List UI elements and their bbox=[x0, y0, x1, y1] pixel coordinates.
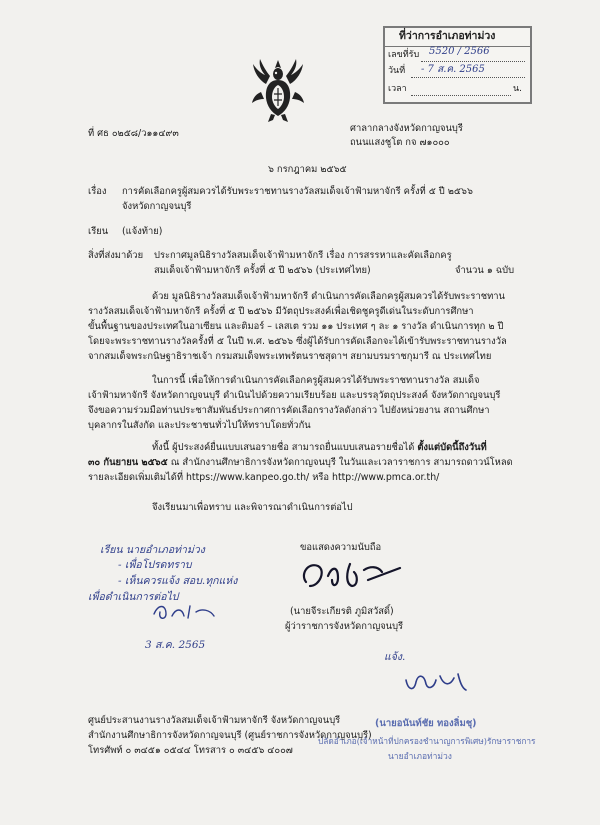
office-address: ถนนแสงชูโต กจ ๗๑๐๐๐ bbox=[350, 137, 450, 148]
document-date: ๖ กรกฎาคม ๒๕๖๕ bbox=[268, 164, 347, 175]
stamp-time-suffix: น. bbox=[513, 84, 523, 94]
handwritten-note-line: เพื่อดำเนินการต่อไป bbox=[88, 591, 179, 603]
district-stamp-name: (นายอนันท์ชัย ทองลิ่มชุ) bbox=[375, 718, 477, 729]
subject-line-1: การคัดเลือกครูผู้สมควรได้รับพระราชทานรางวัลสมเด็จเจ้าฟ้ามหาจักรี ครั้งที่ ๕ ปี ๒๕๖๖ bbox=[122, 186, 473, 197]
handwritten-note-line: เรียน นายอำเภอท่าม่วง bbox=[100, 544, 205, 556]
closing-line: จึงเรียนมาเพื่อทราบ และพิจารณาดำเนินการต่อไป bbox=[152, 502, 353, 513]
paragraph-3-line-3: รายละเอียดเพิ่มเติมได้ที่ https://www.kanpeo.go.th/ หรือ http://www.pmca.or.th/ bbox=[88, 472, 440, 483]
footer-line: สำนักงานศึกษาธิการจังหวัดกาญจนบุรี (ศูนย์ราชการจังหวัดกาญจนบุรี) bbox=[88, 730, 372, 741]
stamp-time-label: เวลา bbox=[388, 84, 407, 94]
footer-line: โทรศัพท์ ๐ ๓๔๕๑ ๐๕๔๔ โทรสาร ๐ ๓๔๕๖ ๔๐๐๗ bbox=[88, 745, 293, 756]
paragraph-2-line: จึงขอความร่วมมือท่านประชาสัมพันธ์ประกาศการคัดเลือกรางวัลดังกล่าว ไปยังหน่วยงาน สถานศึกษา bbox=[88, 405, 490, 416]
to-value: (แจ้งท้าย) bbox=[122, 226, 163, 237]
office-name: ศาลากลางจังหวัดกาญจนบุรี bbox=[350, 123, 463, 134]
paragraph-3-deadline-date: ๓๐ กันยายน ๒๕๖๕ bbox=[88, 457, 168, 468]
district-chief-signature bbox=[400, 668, 470, 696]
district-stamp-line: ปลัดอำเภอ(เจ้าหน้าที่ปกครองชำนาญการพิเศษ)รักษาราชการ bbox=[318, 736, 536, 746]
handwritten-note-line: - เห็นควรแจ้ง สอบ.ทุกแห่ง bbox=[118, 575, 238, 587]
respect-line: ขอแสดงความนับถือ bbox=[300, 542, 382, 553]
governor-name: (นายจีระเกียรติ ภูมิสวัสดิ์) bbox=[290, 606, 394, 617]
governor-position: ผู้ว่าราชการจังหวัดกาญจนบุรี bbox=[285, 621, 404, 632]
attachment-label: สิ่งที่ส่งมาด้วย bbox=[88, 250, 144, 261]
attachment-line-1: ประกาศมูลนิธิรางวัลสมเด็จเจ้าฟ้ามหาจักรี เรื่อง การสรรหาและคัดเลือกครู bbox=[154, 250, 452, 261]
stamp-date-value: - 7 ส.ค. 2565 bbox=[421, 64, 485, 75]
stamp-date-label: วันที่ bbox=[388, 66, 406, 76]
stamp-received-label: เลขที่รับ bbox=[388, 50, 420, 60]
paragraph-2-line: บุคลากรในสังกัด และประชาชนทั่วไปให้ทราบโดยทั่วกัน bbox=[88, 420, 311, 431]
reference-number: ที่ ศธ ๐๒๕๘/ว๑๑๔๙๓ bbox=[88, 128, 179, 139]
subject-line-2: จังหวัดกาญจนบุรี bbox=[122, 201, 192, 212]
district-stamp-line: นายอำเภอท่าม่วง bbox=[388, 752, 452, 762]
footer-line: ศูนย์ประสานงานรางวัลสมเด็จเจ้าฟ้ามหาจักรี จังหวัดกาญจนบุรี bbox=[88, 715, 341, 726]
attachment-line-2: สมเด็จเจ้าฟ้ามหาจักรี ครั้งที่ ๕ ปี ๒๕๖๖ (ประเทศไทย) bbox=[154, 265, 371, 276]
handwritten-note-date: 3 ส.ค. 2565 bbox=[145, 639, 206, 651]
paragraph-3-line-2 bbox=[88, 456, 513, 469]
stamp-received-value: 5520 / 2566 bbox=[429, 46, 490, 57]
paragraph-1-line: ด้วย มูลนิธิรางวัลสมเด็จเจ้าฟ้ามหาจักรี ดำเนินการคัดเลือกครูผู้สมควรได้รับพระราชทาน bbox=[152, 291, 505, 302]
stamp-title: ที่ว่าการอำเภอท่าม่วง bbox=[399, 30, 496, 42]
governor-signature bbox=[298, 556, 408, 596]
paragraph-1-line: โดยจะพระราชทานรางวัลครั้งที่ ๕ ในปี พ.ศ. ๒๕๖๖ ซึ่งผู้ได้รับการคัดเลือกจะได้เข้ารับพระราชทานรางวัล bbox=[88, 336, 507, 347]
paragraph-1-line: รางวัลสมเด็จเจ้าฟ้ามหาจักรี ครั้งที่ ๕ ปี ๒๕๖๖ มีวัตถุประสงค์เพื่อเชิดชูครูดีเด่นในระดับการศึกษา bbox=[88, 306, 474, 317]
paragraph-3-text: ณ สำนักงานศึกษาธิการจังหวัดกาญจนบุรี ในวันและเวลาราชการ สามารถดาวน์โหลด bbox=[167, 457, 513, 468]
paragraph-1-line: จากสมเด็จพระกนิษฐาธิราชเจ้า กรมสมเด็จพระเทพรัตนราชสุดาฯ สยามบรมราชกุมารี ณ ประเทศไทย bbox=[88, 351, 492, 362]
garuda-emblem-icon bbox=[251, 58, 305, 124]
subject-label: เรื่อง bbox=[88, 186, 107, 197]
handwritten-initials bbox=[150, 600, 220, 622]
approval-mark: แจ้ง. bbox=[384, 651, 406, 663]
handwritten-note-line: - เพื่อโปรดทราบ bbox=[118, 559, 192, 571]
receiving-stamp bbox=[383, 26, 532, 104]
paragraph-2-line: เจ้าฟ้ามหาจักรี จังหวัดกาญจนบุรี ดำเนินไปด้วยความเรียบร้อย และบรรลุวัตถุประสงค์ จังหวัดกาญจนบุรี bbox=[88, 390, 501, 401]
paragraph-2-line: ในการนี้ เพื่อให้การดำเนินการคัดเลือกครูผู้สมควรได้รับพระราชทานรางวัล สมเด็จ bbox=[152, 375, 480, 386]
paragraph-3-line-1 bbox=[152, 441, 487, 454]
paragraph-1-line: ขั้นพื้นฐานของประเทศในอาเซียน และติมอร์ – เลสเต รวม ๑๑ ประเทศ ๆ ละ ๑ รางวัล ดำเนินการทุก ๒ ปี bbox=[88, 321, 504, 332]
to-label: เรียน bbox=[88, 226, 109, 237]
attachment-count: จำนวน ๑ ฉบับ bbox=[455, 265, 515, 276]
paragraph-3-deadline-start: ตั้งแต่บัดนี้ถึงวันที่ bbox=[417, 442, 487, 453]
paragraph-3-text: ทั้งนี้ ผู้ประสงค์ยื่นแบบเสนอรายชื่อ สามารถยื่นแบบเสนอรายชื่อได้ bbox=[152, 442, 418, 453]
